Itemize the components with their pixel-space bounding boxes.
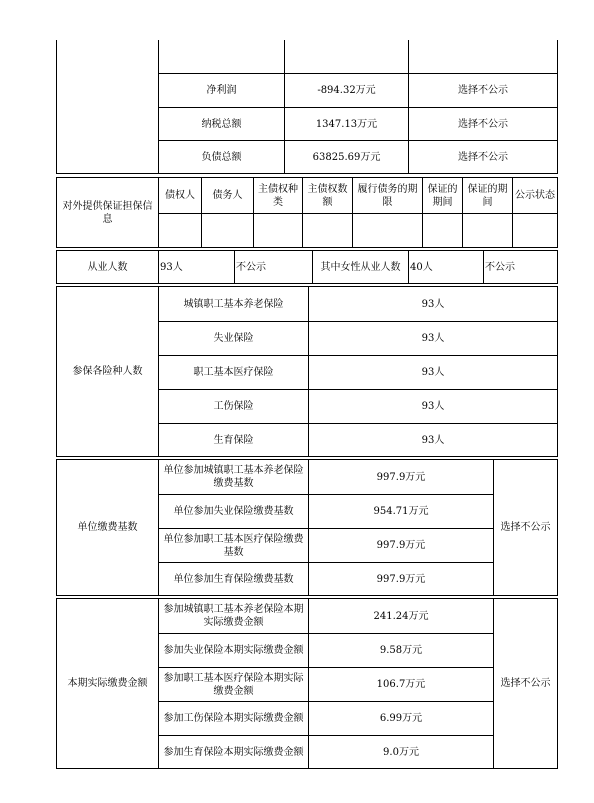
actual-paid-title: 本期实际缴费金额: [67, 678, 148, 689]
guarantee-cell: [253, 213, 302, 247]
contribution-base-status: 选择不公示: [493, 460, 557, 595]
paid-value: 9.58万元: [308, 633, 493, 667]
guarantee-cell: [422, 213, 462, 247]
female-employees-status: 不公示: [483, 251, 557, 283]
actual-paid-status: 选择不公示: [493, 599, 557, 768]
paid-value: 6.99万元: [308, 701, 493, 735]
finance-value: 1347.13万元: [284, 107, 408, 140]
finance-value: -894.32万元: [284, 73, 408, 107]
finance-status-0: [408, 40, 557, 73]
paid-value: 106.7万元: [308, 667, 493, 701]
finance-row-0: [158, 40, 284, 73]
insured-value: 93人: [308, 321, 557, 355]
base-value: 997.9万元: [308, 460, 493, 494]
guarantee-cell: [512, 213, 557, 247]
base-value: 997.9万元: [308, 528, 493, 562]
actual-paid-section: [56, 598, 558, 769]
finance-label: 纳税总额: [158, 107, 284, 140]
employees-count: 93人: [158, 251, 234, 283]
insured-label: 失业保险: [158, 321, 308, 355]
base-label: 单位参加城镇职工基本养老保险缴费基数: [158, 460, 308, 494]
guarantee-header: 保证的期间: [422, 178, 462, 213]
paid-label: 参加职工基本医疗保险本期实际缴费金额: [158, 667, 308, 701]
female-employees-count: 40人: [408, 251, 483, 283]
insured-value: 93人: [308, 287, 557, 321]
finance-section: [56, 40, 558, 174]
contribution-base-section: [56, 459, 558, 596]
guarantee-header: 保证的期间: [462, 178, 512, 213]
finance-label: 净利润: [158, 73, 284, 107]
paid-label: 参加失业保险本期实际缴费金额: [158, 633, 308, 667]
employees-label: 从业人数: [87, 261, 128, 273]
insured-label: 职工基本医疗保险: [158, 355, 308, 389]
insured-label: 生育保险: [158, 423, 308, 456]
insured-section: [56, 286, 558, 457]
paid-label: 参加城镇职工基本养老保险本期实际缴费金额: [158, 599, 308, 633]
guarantee-cell: [158, 213, 201, 247]
guarantee-header: 公示状态: [512, 178, 557, 213]
paid-label: 参加工伤保险本期实际缴费金额: [158, 701, 308, 735]
finance-label: 负债总额: [158, 140, 284, 173]
base-label: 单位参加生育保险缴费基数: [158, 562, 308, 595]
employees-section: [56, 250, 558, 284]
guarantee-title: 对外提供保证担保信息: [62, 200, 153, 225]
guarantee-cell: [302, 213, 352, 247]
finance-status: 选择不公示: [408, 107, 557, 140]
insured-title: 参保各险种人数: [72, 366, 143, 377]
paid-label: 参加生育保险本期实际缴费金额: [158, 735, 308, 768]
female-employees-label: 其中女性从业人数: [312, 251, 408, 283]
base-label: 单位参加失业保险缴费基数: [158, 494, 308, 528]
finance-status: 选择不公示: [408, 140, 557, 173]
guarantee-header: 债权人: [158, 178, 201, 213]
contribution-base-title: 单位缴费基数: [77, 522, 138, 533]
guarantee-header: 主债权数额: [302, 178, 352, 213]
finance-value-0: [284, 40, 408, 73]
guarantee-header: 主债权种类: [253, 178, 302, 213]
paid-value: 9.0万元: [308, 735, 493, 768]
employees-count-status: 不公示: [234, 251, 312, 283]
insured-label: 工伤保险: [158, 389, 308, 423]
guarantee-header: 债务人: [201, 178, 253, 213]
guarantee-section: [56, 177, 558, 248]
insured-value: 93人: [308, 355, 557, 389]
guarantee-cell: [462, 213, 512, 247]
base-value: 997.9万元: [308, 562, 493, 595]
base-label: 单位参加职工基本医疗保险缴费基数: [158, 528, 308, 562]
base-value: 954.71万元: [308, 494, 493, 528]
finance-status: 选择不公示: [408, 73, 557, 107]
paid-value: 241.24万元: [308, 599, 493, 633]
guarantee-cell: [201, 213, 253, 247]
guarantee-cell: [352, 213, 422, 247]
guarantee-header: 履行债务的期限: [352, 178, 422, 213]
insured-label: 城镇职工基本养老保险: [158, 287, 308, 321]
insured-value: 93人: [308, 389, 557, 423]
finance-value: 63825.69万元: [284, 140, 408, 173]
insured-value: 93人: [308, 423, 557, 456]
